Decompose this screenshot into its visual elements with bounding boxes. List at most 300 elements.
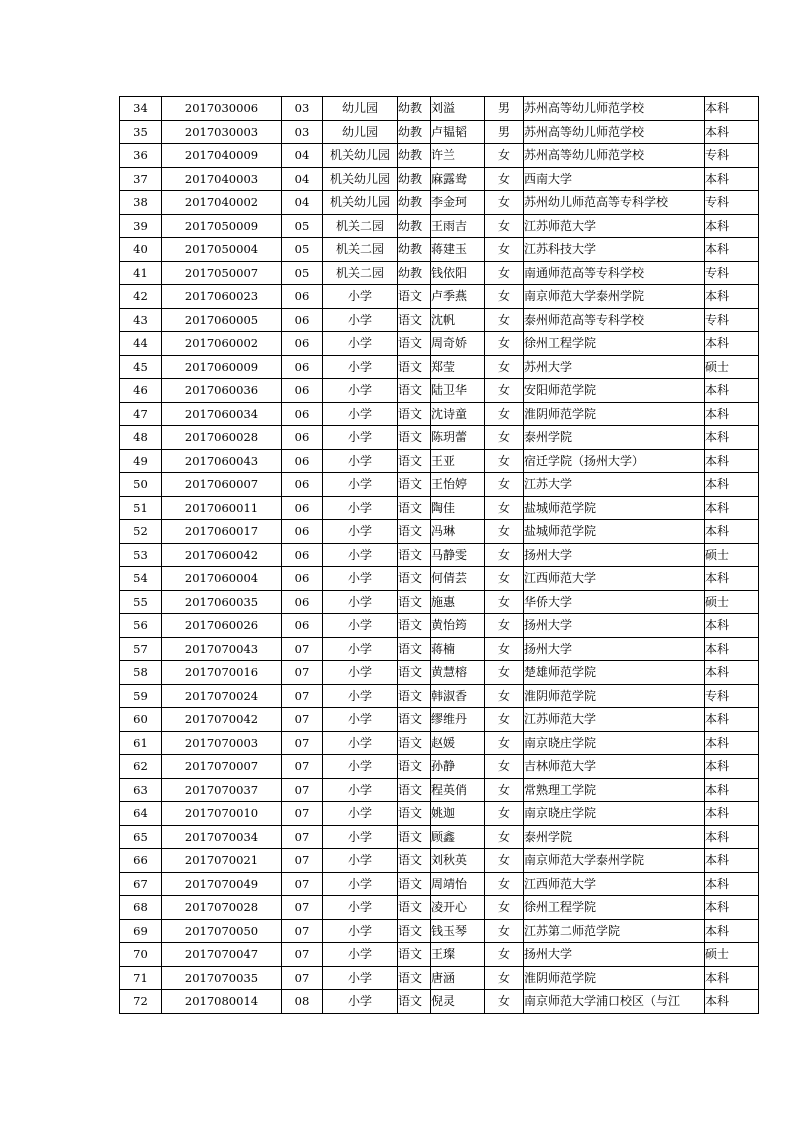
- subject-cell: 语文: [398, 285, 431, 309]
- graduated-university-cell: 泰州师范高等专科学校: [524, 308, 705, 332]
- degree-cell: 本科: [705, 97, 759, 121]
- candidate-name-cell: 孙静: [431, 755, 485, 779]
- position-code-cell: 07: [282, 849, 323, 873]
- candidate-id-cell: 2017060035: [162, 590, 282, 614]
- candidate-name-cell: 黄怡筠: [431, 614, 485, 638]
- subject-cell: 语文: [398, 379, 431, 403]
- row-number-cell: 53: [120, 543, 162, 567]
- table-row: [120, 990, 759, 1014]
- subject-cell: 语文: [398, 355, 431, 379]
- graduated-university-cell: 江苏师范大学: [524, 214, 705, 238]
- row-number-cell: 55: [120, 590, 162, 614]
- subject-cell: 语文: [398, 731, 431, 755]
- school-name-cell: 小学: [323, 849, 398, 873]
- degree-cell: 本科: [705, 120, 759, 144]
- degree-cell: 硕士: [705, 943, 759, 967]
- candidate-id-cell: 2017070021: [162, 849, 282, 873]
- position-code-cell: 06: [282, 496, 323, 520]
- degree-cell: 本科: [705, 966, 759, 990]
- table-row: [120, 896, 759, 920]
- graduated-university-cell: 盐城师范学院: [524, 496, 705, 520]
- school-name-cell: 小学: [323, 872, 398, 896]
- gender-cell: 女: [485, 543, 524, 567]
- candidate-name-cell: 卢季燕: [431, 285, 485, 309]
- position-code-cell: 06: [282, 332, 323, 356]
- candidate-id-cell: 2017030003: [162, 120, 282, 144]
- gender-cell: 女: [485, 308, 524, 332]
- gender-cell: 女: [485, 191, 524, 215]
- gender-cell: 女: [485, 355, 524, 379]
- degree-cell: 本科: [705, 520, 759, 544]
- degree-cell: 本科: [705, 731, 759, 755]
- subject-cell: 语文: [398, 614, 431, 638]
- candidate-name-cell: 钱依阳: [431, 261, 485, 285]
- table-row: [120, 731, 759, 755]
- position-code-cell: 07: [282, 755, 323, 779]
- table-row: [120, 426, 759, 450]
- row-number-cell: 68: [120, 896, 162, 920]
- position-code-cell: 06: [282, 449, 323, 473]
- candidate-name-cell: 姚迦: [431, 802, 485, 826]
- row-number-cell: 43: [120, 308, 162, 332]
- subject-cell: 语文: [398, 308, 431, 332]
- table-row: [120, 332, 759, 356]
- candidate-name-cell: 周奇娇: [431, 332, 485, 356]
- gender-cell: 女: [485, 943, 524, 967]
- candidate-name-cell: 麻露鸯: [431, 167, 485, 191]
- table-row: [120, 97, 759, 121]
- graduated-university-cell: 扬州大学: [524, 637, 705, 661]
- school-name-cell: 小学: [323, 708, 398, 732]
- candidate-id-cell: 2017080014: [162, 990, 282, 1014]
- degree-cell: 本科: [705, 285, 759, 309]
- graduated-university-cell: 苏州大学: [524, 355, 705, 379]
- candidate-name-cell: 李金珂: [431, 191, 485, 215]
- row-number-cell: 67: [120, 872, 162, 896]
- degree-cell: 本科: [705, 661, 759, 685]
- position-code-cell: 03: [282, 120, 323, 144]
- position-code-cell: 07: [282, 802, 323, 826]
- position-code-cell: 06: [282, 614, 323, 638]
- degree-cell: 专科: [705, 261, 759, 285]
- graduated-university-cell: 华侨大学: [524, 590, 705, 614]
- position-code-cell: 07: [282, 825, 323, 849]
- row-number-cell: 64: [120, 802, 162, 826]
- graduated-university-cell: 徐州工程学院: [524, 896, 705, 920]
- school-name-cell: 小学: [323, 473, 398, 497]
- gender-cell: 女: [485, 708, 524, 732]
- degree-cell: 本科: [705, 167, 759, 191]
- candidate-name-cell: 倪灵: [431, 990, 485, 1014]
- candidate-name-cell: 陈玥蕾: [431, 426, 485, 450]
- graduated-university-cell: 泰州学院: [524, 426, 705, 450]
- gender-cell: 女: [485, 402, 524, 426]
- table-row: [120, 167, 759, 191]
- gender-cell: 女: [485, 473, 524, 497]
- position-code-cell: 08: [282, 990, 323, 1014]
- subject-cell: 语文: [398, 637, 431, 661]
- gender-cell: 女: [485, 567, 524, 591]
- position-code-cell: 05: [282, 214, 323, 238]
- table-row: [120, 261, 759, 285]
- row-number-cell: 42: [120, 285, 162, 309]
- school-name-cell: 小学: [323, 308, 398, 332]
- subject-cell: 幼教: [398, 261, 431, 285]
- table-row: [120, 919, 759, 943]
- table-row: [120, 496, 759, 520]
- candidate-name-cell: 陆卫华: [431, 379, 485, 403]
- gender-cell: 男: [485, 120, 524, 144]
- gender-cell: 女: [485, 520, 524, 544]
- position-code-cell: 03: [282, 97, 323, 121]
- school-name-cell: 小学: [323, 426, 398, 450]
- candidate-id-cell: 2017060028: [162, 426, 282, 450]
- school-name-cell: 小学: [323, 919, 398, 943]
- position-code-cell: 07: [282, 731, 323, 755]
- degree-cell: 硕士: [705, 543, 759, 567]
- school-name-cell: 小学: [323, 355, 398, 379]
- graduated-university-cell: 徐州工程学院: [524, 332, 705, 356]
- subject-cell: 幼教: [398, 238, 431, 262]
- position-code-cell: 06: [282, 355, 323, 379]
- school-name-cell: 小学: [323, 285, 398, 309]
- table-row: [120, 966, 759, 990]
- candidate-id-cell: 2017030006: [162, 97, 282, 121]
- candidate-id-cell: 2017070028: [162, 896, 282, 920]
- school-name-cell: 小学: [323, 379, 398, 403]
- candidate-id-cell: 2017050009: [162, 214, 282, 238]
- position-code-cell: 07: [282, 661, 323, 685]
- graduated-university-cell: 常熟理工学院: [524, 778, 705, 802]
- subject-cell: 语文: [398, 966, 431, 990]
- school-name-cell: 小学: [323, 825, 398, 849]
- graduated-university-cell: 扬州大学: [524, 614, 705, 638]
- position-code-cell: 06: [282, 543, 323, 567]
- subject-cell: 幼教: [398, 97, 431, 121]
- position-code-cell: 06: [282, 590, 323, 614]
- subject-cell: 语文: [398, 496, 431, 520]
- gender-cell: 女: [485, 144, 524, 168]
- candidate-id-cell: 2017070010: [162, 802, 282, 826]
- row-number-cell: 51: [120, 496, 162, 520]
- gender-cell: 女: [485, 778, 524, 802]
- candidate-name-cell: 王亚: [431, 449, 485, 473]
- degree-cell: 本科: [705, 402, 759, 426]
- gender-cell: 女: [485, 849, 524, 873]
- candidate-name-cell: 王雨吉: [431, 214, 485, 238]
- gender-cell: 女: [485, 731, 524, 755]
- subject-cell: 语文: [398, 332, 431, 356]
- table-row: [120, 872, 759, 896]
- table-row: [120, 614, 759, 638]
- candidate-name-cell: 郑莹: [431, 355, 485, 379]
- candidate-id-cell: 2017070003: [162, 731, 282, 755]
- school-name-cell: 小学: [323, 661, 398, 685]
- candidate-id-cell: 2017070007: [162, 755, 282, 779]
- subject-cell: 语文: [398, 567, 431, 591]
- degree-cell: 本科: [705, 708, 759, 732]
- position-code-cell: 07: [282, 966, 323, 990]
- school-name-cell: 小学: [323, 520, 398, 544]
- candidate-name-cell: 许兰: [431, 144, 485, 168]
- graduated-university-cell: 江苏师范大学: [524, 708, 705, 732]
- graduated-university-cell: 南京师范大学浦口校区（与江: [524, 990, 705, 1014]
- degree-cell: 本科: [705, 849, 759, 873]
- gender-cell: 女: [485, 919, 524, 943]
- table-row: [120, 661, 759, 685]
- candidate-id-cell: 2017040002: [162, 191, 282, 215]
- graduated-university-cell: 泰州学院: [524, 825, 705, 849]
- table-row: [120, 637, 759, 661]
- candidate-id-cell: 2017040009: [162, 144, 282, 168]
- gender-cell: 女: [485, 426, 524, 450]
- candidate-name-cell: 蒋建玉: [431, 238, 485, 262]
- subject-cell: 语文: [398, 708, 431, 732]
- school-name-cell: 机关二园: [323, 238, 398, 262]
- candidate-name-cell: 赵媛: [431, 731, 485, 755]
- position-code-cell: 05: [282, 261, 323, 285]
- table-row: [120, 238, 759, 262]
- degree-cell: 本科: [705, 449, 759, 473]
- candidate-name-cell: 陶佳: [431, 496, 485, 520]
- degree-cell: 本科: [705, 496, 759, 520]
- table-row: [120, 473, 759, 497]
- position-code-cell: 07: [282, 896, 323, 920]
- gender-cell: 女: [485, 214, 524, 238]
- gender-cell: 女: [485, 661, 524, 685]
- candidate-name-cell: 凌开心: [431, 896, 485, 920]
- school-name-cell: 机关二园: [323, 261, 398, 285]
- subject-cell: 语文: [398, 919, 431, 943]
- position-code-cell: 07: [282, 919, 323, 943]
- candidate-name-cell: 冯琳: [431, 520, 485, 544]
- table-row: [120, 825, 759, 849]
- table-body: [120, 97, 759, 1014]
- table-row: [120, 778, 759, 802]
- row-number-cell: 71: [120, 966, 162, 990]
- candidate-id-cell: 2017070050: [162, 919, 282, 943]
- table-row: [120, 684, 759, 708]
- school-name-cell: 机关二园: [323, 214, 398, 238]
- candidate-id-cell: 2017070024: [162, 684, 282, 708]
- row-number-cell: 58: [120, 661, 162, 685]
- row-number-cell: 52: [120, 520, 162, 544]
- school-name-cell: 小学: [323, 567, 398, 591]
- table-row: [120, 120, 759, 144]
- row-number-cell: 39: [120, 214, 162, 238]
- degree-cell: 本科: [705, 567, 759, 591]
- row-number-cell: 62: [120, 755, 162, 779]
- subject-cell: 语文: [398, 449, 431, 473]
- gender-cell: 女: [485, 285, 524, 309]
- subject-cell: 语文: [398, 943, 431, 967]
- degree-cell: 本科: [705, 637, 759, 661]
- position-code-cell: 06: [282, 520, 323, 544]
- school-name-cell: 小学: [323, 731, 398, 755]
- school-name-cell: 小学: [323, 614, 398, 638]
- position-code-cell: 06: [282, 426, 323, 450]
- gender-cell: 女: [485, 684, 524, 708]
- subject-cell: 语文: [398, 802, 431, 826]
- row-number-cell: 72: [120, 990, 162, 1014]
- candidate-id-cell: 2017070047: [162, 943, 282, 967]
- candidate-id-cell: 2017060043: [162, 449, 282, 473]
- table-row: [120, 590, 759, 614]
- gender-cell: 女: [485, 167, 524, 191]
- degree-cell: 本科: [705, 872, 759, 896]
- row-number-cell: 49: [120, 449, 162, 473]
- position-code-cell: 07: [282, 637, 323, 661]
- school-name-cell: 机关幼儿园: [323, 167, 398, 191]
- candidate-name-cell: 唐涵: [431, 966, 485, 990]
- position-code-cell: 06: [282, 402, 323, 426]
- position-code-cell: 07: [282, 872, 323, 896]
- gender-cell: 女: [485, 802, 524, 826]
- school-name-cell: 小学: [323, 943, 398, 967]
- candidate-id-cell: 2017050004: [162, 238, 282, 262]
- gender-cell: 女: [485, 872, 524, 896]
- degree-cell: 本科: [705, 990, 759, 1014]
- position-code-cell: 06: [282, 567, 323, 591]
- row-number-cell: 60: [120, 708, 162, 732]
- gender-cell: 女: [485, 261, 524, 285]
- subject-cell: 语文: [398, 990, 431, 1014]
- table-row: [120, 285, 759, 309]
- row-number-cell: 54: [120, 567, 162, 591]
- subject-cell: 语文: [398, 755, 431, 779]
- candidate-id-cell: 2017060005: [162, 308, 282, 332]
- candidate-id-cell: 2017060002: [162, 332, 282, 356]
- row-number-cell: 70: [120, 943, 162, 967]
- candidate-name-cell: 卢韫韬: [431, 120, 485, 144]
- candidate-name-cell: 王璨: [431, 943, 485, 967]
- graduated-university-cell: 江苏科技大学: [524, 238, 705, 262]
- candidate-id-cell: 2017060007: [162, 473, 282, 497]
- row-number-cell: 40: [120, 238, 162, 262]
- graduated-university-cell: 苏州高等幼儿师范学校: [524, 97, 705, 121]
- candidate-id-cell: 2017040003: [162, 167, 282, 191]
- graduated-university-cell: 扬州大学: [524, 943, 705, 967]
- school-name-cell: 幼儿园: [323, 97, 398, 121]
- graduated-university-cell: 南京晓庄学院: [524, 802, 705, 826]
- candidate-name-cell: 何倩芸: [431, 567, 485, 591]
- gender-cell: 女: [485, 449, 524, 473]
- degree-cell: 本科: [705, 473, 759, 497]
- graduated-university-cell: 楚雄师范学院: [524, 661, 705, 685]
- school-name-cell: 小学: [323, 684, 398, 708]
- table-row: [120, 449, 759, 473]
- school-name-cell: 机关幼儿园: [323, 144, 398, 168]
- candidate-id-cell: 2017070016: [162, 661, 282, 685]
- table-row: [120, 308, 759, 332]
- school-name-cell: 小学: [323, 402, 398, 426]
- row-number-cell: 65: [120, 825, 162, 849]
- candidate-id-cell: 2017060004: [162, 567, 282, 591]
- row-number-cell: 63: [120, 778, 162, 802]
- table-row: [120, 355, 759, 379]
- degree-cell: 本科: [705, 825, 759, 849]
- graduated-university-cell: 盐城师范学院: [524, 520, 705, 544]
- position-code-cell: 07: [282, 708, 323, 732]
- degree-cell: 本科: [705, 426, 759, 450]
- row-number-cell: 59: [120, 684, 162, 708]
- degree-cell: 本科: [705, 214, 759, 238]
- position-code-cell: 06: [282, 308, 323, 332]
- subject-cell: 幼教: [398, 191, 431, 215]
- gender-cell: 女: [485, 966, 524, 990]
- candidate-id-cell: 2017060023: [162, 285, 282, 309]
- candidate-name-cell: 程英俏: [431, 778, 485, 802]
- degree-cell: 本科: [705, 614, 759, 638]
- graduated-university-cell: 南通师范高等专科学校: [524, 261, 705, 285]
- school-name-cell: 小学: [323, 637, 398, 661]
- degree-cell: 本科: [705, 379, 759, 403]
- row-number-cell: 45: [120, 355, 162, 379]
- candidate-id-cell: 2017050007: [162, 261, 282, 285]
- school-name-cell: 小学: [323, 496, 398, 520]
- school-name-cell: 小学: [323, 755, 398, 779]
- school-name-cell: 小学: [323, 543, 398, 567]
- candidate-name-cell: 刘溢: [431, 97, 485, 121]
- candidate-name-cell: 马静雯: [431, 543, 485, 567]
- position-code-cell: 07: [282, 943, 323, 967]
- degree-cell: 本科: [705, 238, 759, 262]
- table-row: [120, 379, 759, 403]
- graduated-university-cell: 扬州大学: [524, 543, 705, 567]
- school-name-cell: 小学: [323, 590, 398, 614]
- candidate-table: [119, 96, 759, 1014]
- position-code-cell: 05: [282, 238, 323, 262]
- gender-cell: 女: [485, 614, 524, 638]
- position-code-cell: 04: [282, 144, 323, 168]
- row-number-cell: 69: [120, 919, 162, 943]
- school-name-cell: 小学: [323, 778, 398, 802]
- gender-cell: 女: [485, 590, 524, 614]
- graduated-university-cell: 淮阴师范学院: [524, 966, 705, 990]
- row-number-cell: 46: [120, 379, 162, 403]
- candidate-name-cell: 缪维丹: [431, 708, 485, 732]
- candidate-name-cell: 王怡婷: [431, 473, 485, 497]
- table-row: [120, 567, 759, 591]
- row-number-cell: 41: [120, 261, 162, 285]
- subject-cell: 幼教: [398, 214, 431, 238]
- graduated-university-cell: 安阳师范学院: [524, 379, 705, 403]
- degree-cell: 专科: [705, 684, 759, 708]
- subject-cell: 语文: [398, 473, 431, 497]
- table-row: [120, 755, 759, 779]
- subject-cell: 语文: [398, 849, 431, 873]
- row-number-cell: 38: [120, 191, 162, 215]
- subject-cell: 语文: [398, 872, 431, 896]
- row-number-cell: 56: [120, 614, 162, 638]
- row-number-cell: 48: [120, 426, 162, 450]
- row-number-cell: 47: [120, 402, 162, 426]
- candidate-id-cell: 2017060011: [162, 496, 282, 520]
- row-number-cell: 34: [120, 97, 162, 121]
- school-name-cell: 幼儿园: [323, 120, 398, 144]
- subject-cell: 语文: [398, 520, 431, 544]
- degree-cell: 本科: [705, 802, 759, 826]
- school-name-cell: 小学: [323, 896, 398, 920]
- table-row: [120, 543, 759, 567]
- subject-cell: 语文: [398, 402, 431, 426]
- gender-cell: 女: [485, 637, 524, 661]
- table-row: [120, 191, 759, 215]
- position-code-cell: 07: [282, 684, 323, 708]
- row-number-cell: 66: [120, 849, 162, 873]
- candidate-name-cell: 韩淑香: [431, 684, 485, 708]
- candidate-id-cell: 2017070035: [162, 966, 282, 990]
